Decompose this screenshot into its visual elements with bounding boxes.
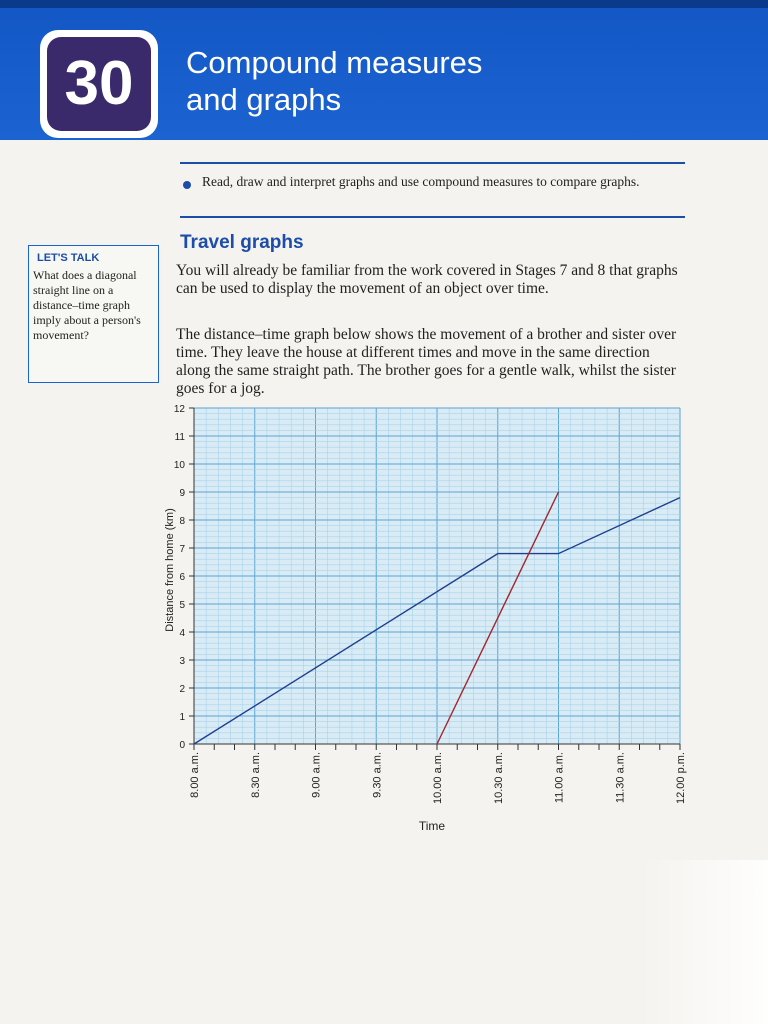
chapter-title-line-1: Compound measures: [186, 45, 483, 80]
x-tick-label: 9.30 a.m.: [371, 752, 384, 798]
y-tick-label: 1: [179, 712, 185, 723]
x-tick-label: 10.30 a.m.: [492, 752, 505, 804]
graph-description-paragraph: The distance–time graph below shows the movement of a brother and sister over time. They leave the house at different times and move in the same direction along the same straight path. The brother goes for a gentle walk, whilst the sister goes for a jog.: [176, 326, 677, 397]
y-axis-label: Distance from home (km): [164, 508, 176, 632]
y-tick-label: 8: [179, 516, 185, 527]
x-tick-label: 8.00 a.m.: [189, 752, 201, 798]
chapter-title-line-2: and graphs: [186, 82, 342, 117]
y-tick-label: 10: [173, 460, 185, 471]
x-tick-label: 12.00 p.m.: [675, 752, 687, 804]
graph-grid: [194, 408, 680, 744]
y-tick-label: 7: [179, 544, 185, 555]
y-tick-label: 6: [179, 572, 185, 583]
y-tick-label: 2: [179, 684, 185, 695]
x-tick-label: 11.00 a.m.: [553, 752, 566, 804]
y-tick-label: 3: [179, 656, 185, 667]
y-tick-label: 12: [173, 404, 185, 415]
intro-paragraph: You will already be familiar from the work covered in Stages 7 and 8 that graphs can be used to display the movement of an object over time.: [176, 262, 678, 297]
chapter-number-badge: [40, 30, 158, 138]
x-tick-label: 8.30 a.m.: [249, 752, 262, 798]
distance-time-graph: [150, 395, 695, 845]
lets-talk-box: [28, 245, 159, 383]
y-tick-label: 0: [179, 740, 185, 751]
x-axis-label: Time: [418, 819, 446, 833]
y-tick-label: 11: [174, 432, 185, 443]
lets-talk-heading: LET'S TALK: [37, 252, 100, 264]
bullet-icon: [183, 181, 191, 189]
section-heading: Travel graphs: [180, 232, 304, 253]
chapter-number: 30: [47, 37, 151, 131]
learning-objectives: [180, 162, 685, 218]
y-tick-label: 4: [179, 628, 185, 639]
banner-top-edge: [0, 0, 768, 8]
page-corner-glare: [640, 860, 768, 1024]
x-tick-label: 11.30 a.m.: [614, 752, 627, 804]
lets-talk-body: What does a diagonal straight line on a distance–time graph imply about a person's movement?: [33, 268, 141, 342]
y-tick-label: 5: [179, 600, 185, 611]
x-tick-label: 9.00 a.m.: [310, 752, 323, 798]
y-tick-label: 9: [179, 488, 185, 499]
chapter-title: [186, 44, 482, 118]
x-tick-label: 10.00 a.m.: [432, 752, 444, 804]
objective-text: Read, draw and interpret graphs and use compound measures to compare graphs.: [202, 174, 640, 189]
